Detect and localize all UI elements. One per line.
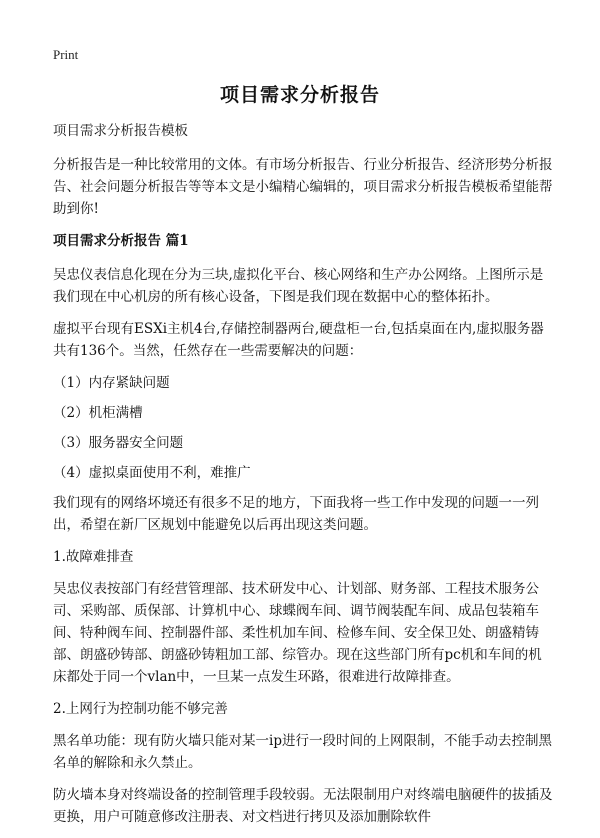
page-title: 项目需求分析报告 [219,84,380,106]
subheading-2: 2.上网行为控制功能不够完善 [53,701,228,717]
print-link[interactable]: Print [53,47,79,62]
intro-paragraph: 分析报告是一种比较常用的文体。有市场分析报告、行业分析报告、经济形势分析报告、社会问题分析报告等等本文是小编精心编辑的，项目需求分析报告模板希望能帮助到你! [53,157,553,217]
paragraph-3: 我们现有的网络坏境还有很多不足的地方，下面我将一些工作中发现的问题一一列出，希望在新厂区规划中能避免以后再出现这类问题。 [53,495,539,533]
list-item: （4）虚拟桌面使用不利，难推广 [53,465,251,481]
document-body [53,120,553,838]
list-item: （2）机柜满槽 [53,405,143,421]
list-item: （3）服务器安全问题 [53,435,184,451]
paragraph-6: 防火墙本身对终端设备的控制管理手段较弱。无法限制用户对终端电脑硬件的拔插及更换，用户可随意修改注册表、对文档进行拷贝及添加删除软件 [53,787,553,825]
paragraph-2: 虚拟平台现有ESXi主机4台,存储控制器两台,硬盘柜一台,包括桌面在内,虚拟服务器共有136个。当然，任然存在一些需要解决的问题： [53,321,544,359]
paragraph-4: 吴忠仪表按部门有经营管理部、技术研发中心、计划部、财务部、工程技术服务公司、采购部、质保部、计算机中心、球蝶阀车间、调节阀装配车间、成品包装箱车间、特种阀车间、控制器件部、柔性机加车间、检修车间、安全保卫处、朗盛精铸部、朗盛砂铸部、朗盛砂铸粗加工部、综管办。现在这些部门所有pc机和车间的机床都处于同一个vlan中，一旦某一点发生环路，很难进行故障排查。 [53,581,542,685]
paragraph-1: 吴忠仪表信息化现在分为三块,虚拟化平台、核心网络和生产办公网络。上图所示是我们现在中心机房的所有核心设备，下图是我们现在数据中心的整体拓扑。 [53,267,544,305]
paragraph-5: 黑名单功能：现有防火墙只能对某一ip进行一段时间的上网限制，不能手动去控制黑名单的解除和永久禁止。 [53,733,552,771]
document-subtitle: 项目需求分析报告模板 [53,123,188,139]
subheading-1: 1.故障难排查 [53,549,134,565]
section-heading: 项目需求分析报告 篇1 [53,233,189,249]
list-item: （1）内存紧缺问题 [53,375,170,391]
